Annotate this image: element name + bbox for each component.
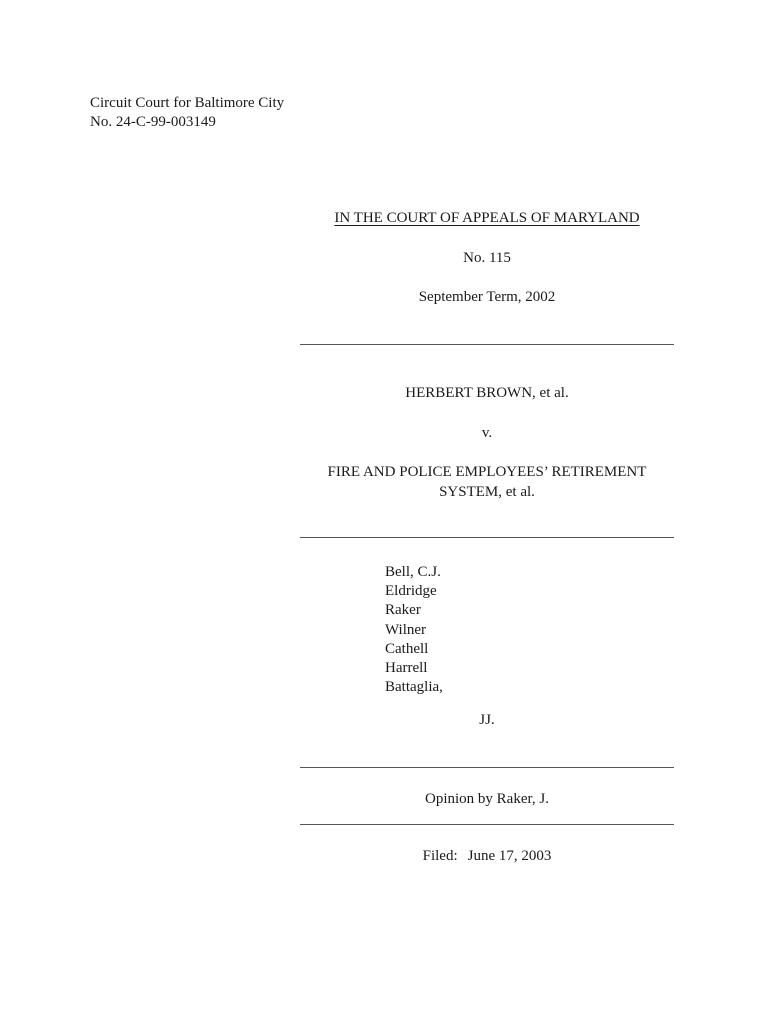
appellee-name <box>298 462 676 502</box>
lower-court-info <box>90 94 284 132</box>
judge-list <box>385 563 443 697</box>
filed-date: June 17, 2003 <box>467 848 552 864</box>
versus-label: v. <box>481 425 493 441</box>
judges-suffix: JJ. <box>479 712 495 728</box>
judge-name: Harrell <box>385 660 428 677</box>
divider <box>300 537 674 538</box>
judge-name: Bell, C.J. <box>385 564 441 580</box>
appellee-line-2: SYSTEM, et al. <box>439 484 535 500</box>
judge-name: Cathell <box>385 640 429 657</box>
divider <box>300 344 674 345</box>
filed-label: Filed: <box>422 848 458 864</box>
opinion-author: Opinion by Raker, J. <box>425 791 549 807</box>
court-term: September Term, 2002 <box>418 289 556 305</box>
appellee-line-1: FIRE AND POLICE EMPLOYEES’ RETIREMENT <box>327 464 647 480</box>
judge-name: Raker <box>385 602 421 619</box>
divider <box>300 824 674 825</box>
judge-name: Wilner <box>385 621 427 638</box>
divider <box>300 767 674 768</box>
filed-line <box>298 848 676 865</box>
judge-name: Battaglia, <box>385 679 443 696</box>
judge-name: Eldridge <box>385 583 437 600</box>
case-number: No. 115 <box>463 250 511 266</box>
lower-court-name: Circuit Court for Baltimore City <box>90 95 285 111</box>
lower-court-case-number: No. 24-C-99-003149 <box>90 114 216 130</box>
appellant-name: HERBERT BROWN, et al. <box>405 385 569 401</box>
court-heading: IN THE COURT OF APPEALS OF MARYLAND <box>334 210 640 226</box>
